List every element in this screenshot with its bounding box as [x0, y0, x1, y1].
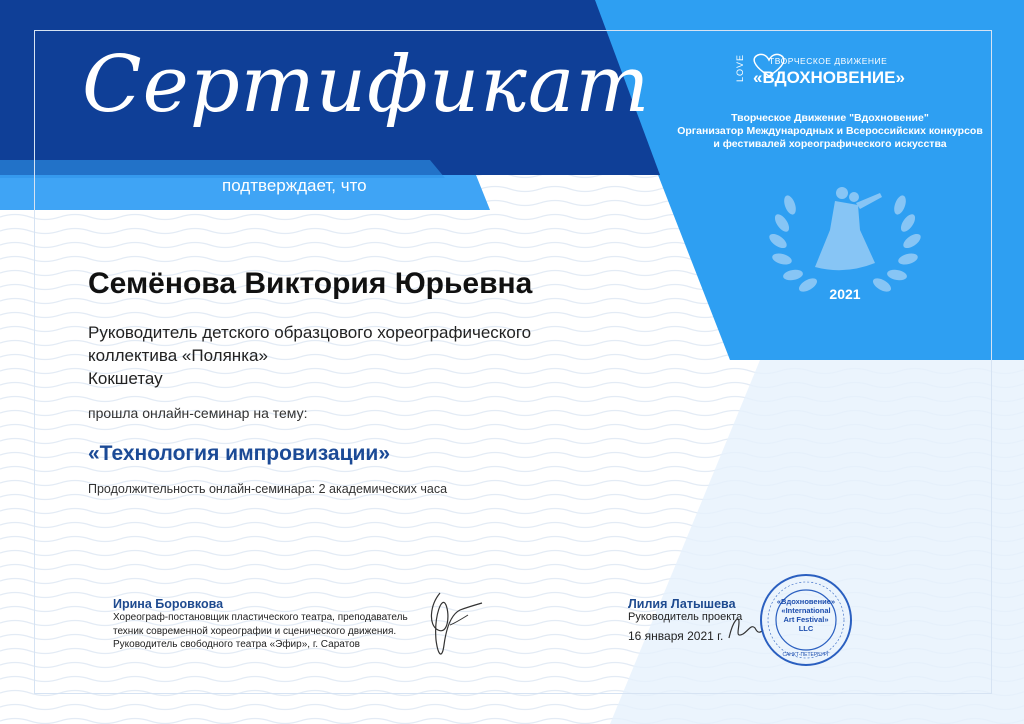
organizer-line-1: Творческое Движение "Вдохновение"	[731, 112, 929, 124]
signer-1-name: Ирина Боровкова	[113, 597, 224, 611]
position-line-2: коллектива «Полянка»	[88, 346, 268, 365]
signer-2-role: Руководитель проекта	[628, 611, 743, 623]
organizer-info	[670, 112, 990, 151]
certificate-subtitle: подтверждает, что	[222, 176, 367, 195]
organization-stamp	[758, 572, 854, 668]
laurel-dancers-emblem	[760, 175, 930, 300]
signer-1-line-3: Руководитель свободного театра «Эфир», г. Саратов	[113, 639, 360, 650]
logo-main-text: «ВДОХНОВЕНИЕ»	[753, 68, 905, 87]
stamp-center-3: Art Festival»	[783, 615, 829, 624]
signer-1-block	[113, 597, 408, 652]
emblem-year: 2021	[829, 286, 861, 302]
recipient-name: Семёнова Виктория Юрьевна	[88, 267, 533, 300]
stamp-center-1: «Вдохновение»	[776, 597, 836, 606]
seminar-topic: «Технология импровизации»	[88, 442, 391, 465]
position-line-1: Руководитель детского образцового хореографического	[88, 323, 532, 342]
certificate-date: 16 января 2021 г.	[628, 628, 724, 643]
stamp-center-4: LLC	[798, 624, 814, 633]
logo-small-text: ТВОРЧЕСКОЕ ДВИЖЕНИЕ	[769, 56, 888, 66]
recipient-city: Кокшетау	[88, 369, 163, 388]
certificate-title: Сертификат	[82, 40, 651, 130]
recipient-position	[88, 321, 608, 390]
completed-text: прошла онлайн-семинар на тему:	[88, 405, 308, 421]
stamp-center-2: «International	[781, 606, 831, 615]
logo-love-text: LOVE	[735, 54, 745, 83]
signature-1	[420, 585, 490, 665]
organizer-line-2: Организатор Международных и Всероссийских конкурсов	[677, 125, 983, 137]
stamp-bottom-text: САНКТ-ПЕТЕРБУРГ	[782, 652, 830, 658]
organizer-line-3: и фестивалей хореографического искусства	[713, 138, 947, 150]
signer-1-line-1: Хореограф-постановщик пластического театра, преподаватель	[113, 612, 408, 623]
signer-2-name: Лилия Латышева	[628, 597, 736, 611]
signer-1-line-2: техник современной хореографии и сценического движения.	[113, 625, 397, 637]
seminar-duration: Продолжительность онлайн-семинара: 2 академических часа	[88, 482, 448, 496]
